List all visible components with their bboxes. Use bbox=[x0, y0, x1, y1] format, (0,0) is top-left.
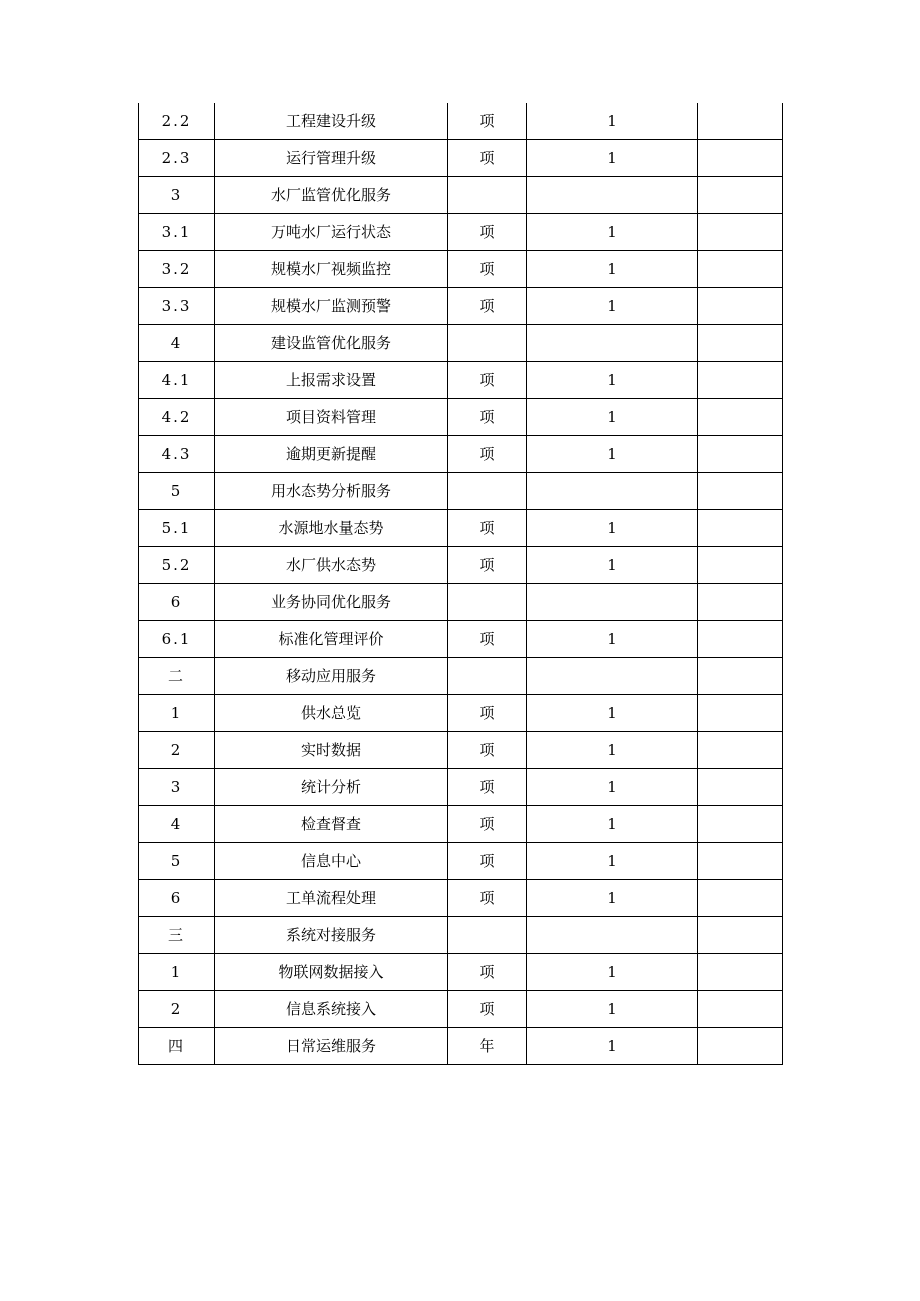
table-row bbox=[139, 103, 783, 140]
item-number-cell: 四 bbox=[139, 1028, 215, 1065]
remark-cell bbox=[698, 732, 783, 769]
table-row bbox=[139, 399, 783, 436]
item-number-cell: 6.1 bbox=[139, 621, 215, 658]
table-row bbox=[139, 547, 783, 584]
item-name-cell: 系统对接服务 bbox=[215, 917, 448, 954]
table-row bbox=[139, 177, 783, 214]
quantity-cell: 1 bbox=[527, 436, 698, 473]
unit-cell: 项 bbox=[448, 769, 527, 806]
unit-cell: 项 bbox=[448, 991, 527, 1028]
item-number-cell: 2 bbox=[139, 991, 215, 1028]
quantity-cell: 1 bbox=[527, 251, 698, 288]
table-row bbox=[139, 843, 783, 880]
quantity-cell: 1 bbox=[527, 103, 698, 140]
item-number-cell: 4.1 bbox=[139, 362, 215, 399]
item-number-cell: 1 bbox=[139, 695, 215, 732]
remark-cell bbox=[698, 806, 783, 843]
remark-cell bbox=[698, 510, 783, 547]
quantity-cell bbox=[527, 658, 698, 695]
item-number-cell: 三 bbox=[139, 917, 215, 954]
item-name-cell: 项目资料管理 bbox=[215, 399, 448, 436]
item-number-cell: 5.2 bbox=[139, 547, 215, 584]
unit-cell: 项 bbox=[448, 251, 527, 288]
remark-cell bbox=[698, 399, 783, 436]
quantity-cell: 1 bbox=[527, 732, 698, 769]
item-number-cell: 4 bbox=[139, 325, 215, 362]
table-row bbox=[139, 288, 783, 325]
unit-cell: 项 bbox=[448, 621, 527, 658]
remark-cell bbox=[698, 362, 783, 399]
item-name-cell: 建设监管优化服务 bbox=[215, 325, 448, 362]
unit-cell bbox=[448, 473, 527, 510]
unit-cell: 年 bbox=[448, 1028, 527, 1065]
remark-cell bbox=[698, 621, 783, 658]
quantity-cell: 1 bbox=[527, 140, 698, 177]
item-name-cell: 实时数据 bbox=[215, 732, 448, 769]
quantity-cell: 1 bbox=[527, 1028, 698, 1065]
remark-cell bbox=[698, 843, 783, 880]
table-row bbox=[139, 1028, 783, 1065]
item-name-cell: 标准化管理评价 bbox=[215, 621, 448, 658]
item-name-cell: 供水总览 bbox=[215, 695, 448, 732]
remark-cell bbox=[698, 103, 783, 140]
table-row bbox=[139, 436, 783, 473]
table-row bbox=[139, 510, 783, 547]
item-name-cell: 日常运维服务 bbox=[215, 1028, 448, 1065]
quantity-cell bbox=[527, 584, 698, 621]
table-row bbox=[139, 621, 783, 658]
quantity-cell: 1 bbox=[527, 954, 698, 991]
quantity-cell: 1 bbox=[527, 769, 698, 806]
remark-cell bbox=[698, 473, 783, 510]
item-name-cell: 万吨水厂运行状态 bbox=[215, 214, 448, 251]
item-name-cell: 物联网数据接入 bbox=[215, 954, 448, 991]
quantity-cell bbox=[527, 473, 698, 510]
remark-cell bbox=[698, 140, 783, 177]
item-number-cell: 3 bbox=[139, 769, 215, 806]
item-name-cell: 水厂监管优化服务 bbox=[215, 177, 448, 214]
remark-cell bbox=[698, 658, 783, 695]
item-number-cell: 2 bbox=[139, 732, 215, 769]
item-number-cell: 4.3 bbox=[139, 436, 215, 473]
item-name-cell: 逾期更新提醒 bbox=[215, 436, 448, 473]
remark-cell bbox=[698, 214, 783, 251]
unit-cell: 项 bbox=[448, 843, 527, 880]
table-row bbox=[139, 769, 783, 806]
remark-cell bbox=[698, 584, 783, 621]
quantity-cell bbox=[527, 177, 698, 214]
table-row bbox=[139, 806, 783, 843]
unit-cell: 项 bbox=[448, 103, 527, 140]
table-row bbox=[139, 325, 783, 362]
unit-cell bbox=[448, 917, 527, 954]
item-name-cell: 水厂供水态势 bbox=[215, 547, 448, 584]
item-name-cell: 工单流程处理 bbox=[215, 880, 448, 917]
remark-cell bbox=[698, 991, 783, 1028]
table-row bbox=[139, 140, 783, 177]
remark-cell bbox=[698, 325, 783, 362]
table-row bbox=[139, 473, 783, 510]
table-row bbox=[139, 954, 783, 991]
item-name-cell: 上报需求设置 bbox=[215, 362, 448, 399]
quantity-cell: 1 bbox=[527, 880, 698, 917]
item-number-cell: 4 bbox=[139, 806, 215, 843]
quantity-cell: 1 bbox=[527, 991, 698, 1028]
item-number-cell: 6 bbox=[139, 880, 215, 917]
item-name-cell: 规模水厂视频监控 bbox=[215, 251, 448, 288]
remark-cell bbox=[698, 177, 783, 214]
table-row bbox=[139, 251, 783, 288]
remark-cell bbox=[698, 880, 783, 917]
unit-cell: 项 bbox=[448, 806, 527, 843]
item-name-cell: 业务协同优化服务 bbox=[215, 584, 448, 621]
item-number-cell: 5 bbox=[139, 843, 215, 880]
table-row bbox=[139, 584, 783, 621]
item-number-cell: 3.3 bbox=[139, 288, 215, 325]
remark-cell bbox=[698, 695, 783, 732]
item-number-cell: 2.2 bbox=[139, 103, 215, 140]
unit-cell bbox=[448, 177, 527, 214]
item-number-cell: 3.1 bbox=[139, 214, 215, 251]
remark-cell bbox=[698, 917, 783, 954]
item-name-cell: 运行管理升级 bbox=[215, 140, 448, 177]
table-row bbox=[139, 991, 783, 1028]
item-number-cell: 5.1 bbox=[139, 510, 215, 547]
quantity-cell: 1 bbox=[527, 621, 698, 658]
item-name-cell: 统计分析 bbox=[215, 769, 448, 806]
item-name-cell: 信息系统接入 bbox=[215, 991, 448, 1028]
unit-cell: 项 bbox=[448, 288, 527, 325]
unit-cell: 项 bbox=[448, 399, 527, 436]
unit-cell: 项 bbox=[448, 954, 527, 991]
quantity-cell: 1 bbox=[527, 288, 698, 325]
unit-cell: 项 bbox=[448, 140, 527, 177]
item-name-cell: 水源地水量态势 bbox=[215, 510, 448, 547]
item-number-cell: 3 bbox=[139, 177, 215, 214]
unit-cell: 项 bbox=[448, 362, 527, 399]
unit-cell bbox=[448, 325, 527, 362]
table-row bbox=[139, 880, 783, 917]
quantity-cell: 1 bbox=[527, 362, 698, 399]
quantity-cell bbox=[527, 917, 698, 954]
table-row bbox=[139, 917, 783, 954]
remark-cell bbox=[698, 1028, 783, 1065]
table-row bbox=[139, 214, 783, 251]
remark-cell bbox=[698, 769, 783, 806]
table-row bbox=[139, 695, 783, 732]
remark-cell bbox=[698, 547, 783, 584]
unit-cell: 项 bbox=[448, 214, 527, 251]
table-row bbox=[139, 658, 783, 695]
unit-cell: 项 bbox=[448, 732, 527, 769]
item-name-cell: 规模水厂监测预警 bbox=[215, 288, 448, 325]
unit-cell bbox=[448, 584, 527, 621]
item-name-cell: 移动应用服务 bbox=[215, 658, 448, 695]
item-number-cell: 1 bbox=[139, 954, 215, 991]
quantity-cell: 1 bbox=[527, 695, 698, 732]
item-name-cell: 检查督查 bbox=[215, 806, 448, 843]
quantity-cell: 1 bbox=[527, 399, 698, 436]
unit-cell: 项 bbox=[448, 880, 527, 917]
item-number-cell: 3.2 bbox=[139, 251, 215, 288]
item-number-cell: 5 bbox=[139, 473, 215, 510]
item-number-cell: 二 bbox=[139, 658, 215, 695]
item-number-cell: 4.2 bbox=[139, 399, 215, 436]
item-name-cell: 信息中心 bbox=[215, 843, 448, 880]
quantity-cell: 1 bbox=[527, 843, 698, 880]
item-number-cell: 6 bbox=[139, 584, 215, 621]
service-items-table bbox=[138, 103, 783, 1065]
unit-cell bbox=[448, 658, 527, 695]
quantity-cell: 1 bbox=[527, 547, 698, 584]
table-row bbox=[139, 732, 783, 769]
table-row bbox=[139, 362, 783, 399]
item-name-cell: 工程建设升级 bbox=[215, 103, 448, 140]
unit-cell: 项 bbox=[448, 695, 527, 732]
remark-cell bbox=[698, 251, 783, 288]
quantity-cell: 1 bbox=[527, 510, 698, 547]
item-name-cell: 用水态势分析服务 bbox=[215, 473, 448, 510]
table-body bbox=[139, 103, 783, 1065]
remark-cell bbox=[698, 954, 783, 991]
quantity-cell bbox=[527, 325, 698, 362]
remark-cell bbox=[698, 436, 783, 473]
unit-cell: 项 bbox=[448, 510, 527, 547]
unit-cell: 项 bbox=[448, 436, 527, 473]
unit-cell: 项 bbox=[448, 547, 527, 584]
document-page bbox=[138, 103, 782, 1065]
item-number-cell: 2.3 bbox=[139, 140, 215, 177]
quantity-cell: 1 bbox=[527, 806, 698, 843]
quantity-cell: 1 bbox=[527, 214, 698, 251]
remark-cell bbox=[698, 288, 783, 325]
